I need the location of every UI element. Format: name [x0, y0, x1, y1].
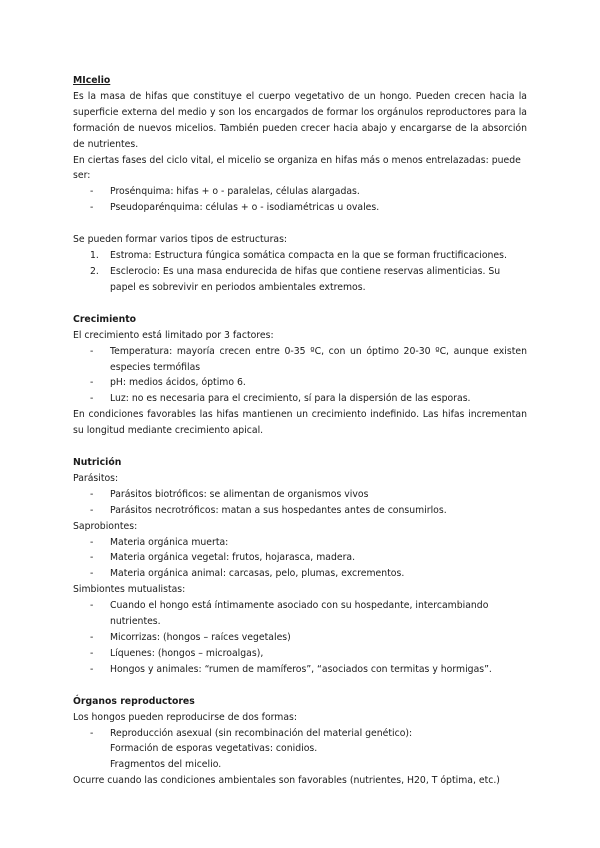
- list-item-text: Materia orgánica muerta:: [110, 536, 229, 548]
- crecimiento-heading: Crecimiento: [73, 313, 137, 325]
- number-marker: 1.: [90, 250, 99, 262]
- list-item: [73, 487, 527, 503]
- list-item: [73, 566, 527, 582]
- list-item: [73, 550, 527, 566]
- dash-marker: -: [90, 663, 94, 675]
- list-item: [73, 726, 527, 742]
- numbered-item-text: Esclerocio: Es una masa endurecida de hifas que contiene reservas alimenticias. Su papel es sobrevivir en periodos ambientales extremos.: [110, 265, 501, 293]
- numbered-item-text: Estroma: Estructura fúngica somática compacta en la que se forman fructificaciones.: [110, 250, 507, 262]
- dash-marker: -: [90, 377, 94, 389]
- list-item-text: pH: medios ácidos, óptimo 6.: [110, 377, 246, 389]
- continuation-line: Formación de esporas vegetativas: conidios.: [110, 743, 318, 755]
- list-item: [73, 535, 527, 551]
- list-item: [73, 630, 527, 646]
- list-item: [73, 200, 527, 216]
- dash-marker: -: [90, 552, 94, 564]
- list-item-text: Parásitos necrotróficos: matan a sus hospedantes antes de consumirlos.: [110, 504, 447, 516]
- list-item: [73, 646, 527, 662]
- dash-marker: -: [90, 632, 94, 643]
- list-item-text: Cuando el hongo está íntimamente asociado con su hospedante, intercambiando nutrientes.: [110, 600, 489, 628]
- numbered-item: [73, 264, 527, 296]
- dash-marker: -: [90, 504, 94, 516]
- dash-marker: -: [90, 600, 94, 612]
- continuation-line: Fragmentos del micelio.: [110, 759, 222, 771]
- micelio-paragraph: Es la masa de hifas que constituye el cuerpo vegetativo de un hongo. Pueden crecen hacia la superficie externa del medio y son los encargados de formar los orgánulos reproductores para la formación de nuevos micelios. También pueden crecer hacia abajo y encargarse de la absorción de nutrientes.: [73, 90, 527, 150]
- list-item: [73, 662, 527, 678]
- dash-marker: -: [90, 393, 94, 405]
- micelio-phases-intro: En ciertas fases del ciclo vital, el micelio se organiza en hifas más o menos entrelazadas: puede ser:: [73, 154, 521, 182]
- dash-marker: -: [90, 488, 94, 500]
- number-marker: 2.: [90, 265, 99, 277]
- dash-marker: -: [90, 647, 94, 659]
- nutricion-heading: Nutrición: [73, 457, 122, 469]
- spacer: [73, 216, 527, 232]
- list-item-text: Materia orgánica vegetal: frutos, hojarasca, madera.: [110, 552, 356, 564]
- list-item: [73, 344, 527, 376]
- dash-marker: -: [90, 186, 94, 198]
- list-item: [73, 503, 527, 519]
- list-item-text: Pseudoparénquima: células + o - isodiamétricas u ovales.: [110, 202, 380, 214]
- list-item: [73, 598, 527, 630]
- list-item-text: Prosénquima: hifas + o - paralelas, células alargadas.: [110, 186, 360, 198]
- group-label: Simbiontes mutualistas:: [73, 584, 186, 596]
- dash-marker: -: [90, 536, 94, 548]
- list-item-text: Parásitos biotróficos: se alimentan de organismos vivos: [110, 488, 369, 500]
- spacer: [73, 296, 527, 312]
- spacer: [73, 678, 527, 694]
- list-item: [73, 375, 527, 391]
- crecimiento-intro: El crecimiento está limitado por 3 factores:: [73, 329, 274, 341]
- list-item-text: Materia orgánica animal: carcasas, pelo, plumas, excrementos.: [110, 568, 405, 580]
- organos-heading: Órganos reproductores: [73, 695, 195, 707]
- dash-marker: -: [90, 727, 94, 739]
- structures-intro: Se pueden formar varios tipos de estructuras:: [73, 234, 288, 246]
- list-item-text: Líquenes: (hongos – microalgas),: [110, 647, 264, 659]
- list-item-text: Reproducción asexual (sin recombinación del material genético):: [110, 727, 413, 739]
- dash-marker: -: [90, 202, 94, 214]
- list-item: [73, 391, 527, 407]
- document-page: [73, 73, 527, 789]
- list-item-text: Micorrizas: (hongos – raíces vegetales): [110, 632, 291, 643]
- organos-closing: Ocurre cuando las condiciones ambientales son favorables (nutrientes, H20, T óptima, etc.): [73, 775, 500, 787]
- numbered-item: [73, 248, 527, 264]
- spacer: [73, 439, 527, 455]
- group-label: Saprobiontes:: [73, 520, 138, 532]
- list-item-text: Luz: no es necesaria para el crecimiento, sí para la dispersión de las esporas.: [110, 393, 471, 405]
- list-item: [73, 184, 527, 200]
- crecimiento-closing: En condiciones favorables las hifas mantienen un crecimiento indefinido. Las hifas incrementan su longitud mediante crecimiento apical.: [73, 409, 527, 437]
- dash-marker: -: [90, 568, 94, 580]
- list-item-text: Temperatura: mayoría crecen entre 0-35 ºC, con un óptimo 20-30 ºC, aunque existen especies termófilas: [110, 345, 527, 373]
- dash-marker: -: [90, 345, 94, 357]
- micelio-heading: MIcelio: [73, 75, 111, 86]
- list-item-text: Hongos y animales: “rumen de mamíferos”, “asociados con termitas y hormigas”.: [110, 663, 492, 675]
- group-label: Parásitos:: [73, 472, 119, 484]
- organos-intro: Los hongos pueden reproducirse de dos formas:: [73, 711, 298, 723]
